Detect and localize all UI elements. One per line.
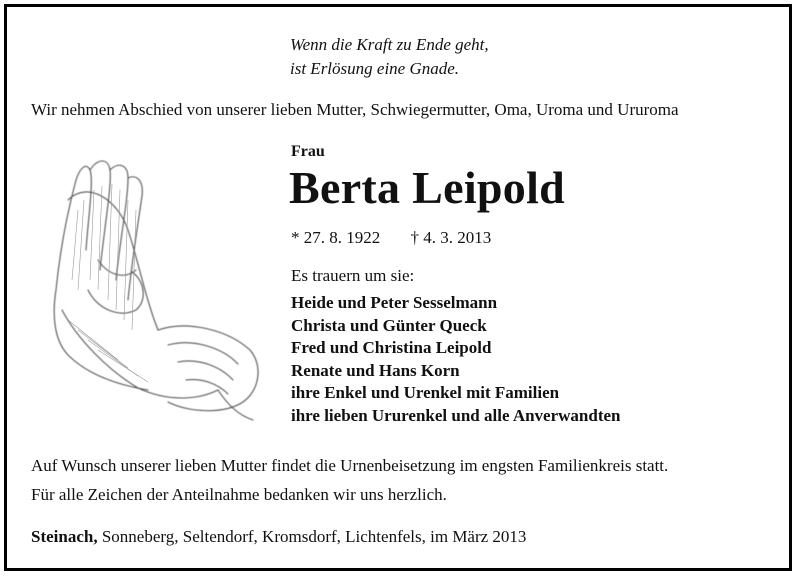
mourner-entry: Fred und Christina Leipold xyxy=(291,338,492,357)
mourner-entry: ihre Enkel und Urenkel mit Familien xyxy=(291,383,560,402)
place-and-date xyxy=(31,527,526,547)
burial-note: Auf Wunsch unserer lieben Mutter findet die Urnenbeisetzung im engsten Familienkreis statt. xyxy=(31,456,669,475)
birth-date: * 27. 8. 1922 xyxy=(291,228,381,247)
place-main: Steinach, xyxy=(31,527,98,546)
death-date: † 4. 3. 2013 xyxy=(410,228,492,247)
mourner-entry: Christa und Günter Queck xyxy=(291,315,487,335)
motto-line-2: ist Erlösung eine Gnade. xyxy=(290,59,460,78)
place-rest: Sonneberg, Seltendorf, Kromsdorf, Lichtenfels, im März 2013 xyxy=(97,527,527,546)
mourner-entry: ihre lieben Ururenkel und alle Anverwandten xyxy=(291,405,621,425)
motto xyxy=(290,33,489,81)
mourners-label: Es trauern um sie: xyxy=(291,266,415,285)
praying-hands-icon xyxy=(28,140,273,428)
title-prefix: Frau xyxy=(291,143,325,160)
motto-line-1: Wenn die Kraft zu Ende geht, xyxy=(290,35,489,54)
mourners-list xyxy=(291,292,620,427)
life-dates xyxy=(291,228,491,248)
intro-text: Wir nehmen Abschied von unserer lieben Mutter, Schwiegermutter, Oma, Uroma und Ururoma xyxy=(31,100,679,119)
thanks-note: Für alle Zeichen der Anteilnahme bedanken wir uns herzlich. xyxy=(31,485,447,504)
mourner-entry: Heide und Peter Sesselmann xyxy=(291,293,498,312)
deceased-name: Berta Leipold xyxy=(289,162,566,213)
mourner-entry: Renate und Hans Korn xyxy=(291,360,460,380)
